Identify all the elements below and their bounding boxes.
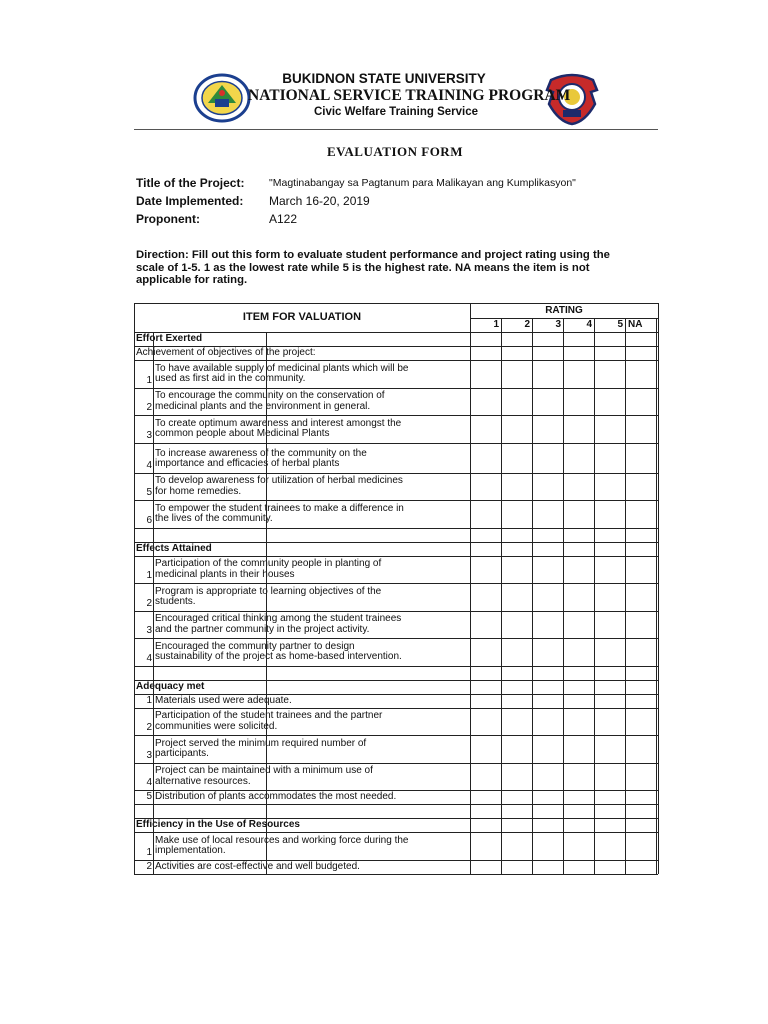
rating-cell-5[interactable] <box>595 791 624 803</box>
item-text: Project served the minimum required number of <box>155 737 367 749</box>
item-text: medicinal plants in their houses <box>155 568 295 580</box>
table-rule <box>656 318 657 874</box>
rating-cell-4[interactable] <box>564 764 593 790</box>
table-rule <box>658 303 659 874</box>
rating-cell-1[interactable] <box>471 736 500 762</box>
rating-cell-2[interactable] <box>502 584 531 610</box>
rating-cell-3[interactable] <box>533 557 562 583</box>
project-title-label: Title of the Project: <box>136 176 245 190</box>
item-text: common people about Medicinal Plants <box>155 428 330 439</box>
rating-cell-3[interactable] <box>533 736 562 762</box>
rating-cell-2[interactable] <box>502 736 531 762</box>
rating-cell-1[interactable] <box>471 389 500 415</box>
item-text: importance and efficacies of herbal plants <box>155 458 340 469</box>
rating-cell-1[interactable] <box>471 764 500 790</box>
table-rule <box>134 528 658 529</box>
rating-cell-4[interactable] <box>564 861 593 873</box>
rating-cell-3[interactable] <box>533 695 562 707</box>
rating-cell-5[interactable] <box>595 361 624 387</box>
rating-cell-1[interactable] <box>471 416 500 442</box>
item-text: Activities are cost-effective and well budgeted. <box>155 860 360 872</box>
rating-cell-2[interactable] <box>502 764 531 790</box>
rating-cell-5[interactable] <box>595 736 624 762</box>
rating-cell-4[interactable] <box>564 474 593 500</box>
item-number: 5 <box>146 791 152 802</box>
item-number: 5 <box>146 487 152 498</box>
item-text: Project can be maintained with a minimum use of <box>155 765 373 776</box>
item-number: 2 <box>146 722 152 733</box>
rating-cell-5[interactable] <box>595 861 624 873</box>
table-rule <box>501 318 502 874</box>
rating-column-header: 3 <box>555 319 561 330</box>
rating-cell-3[interactable] <box>533 612 562 638</box>
program-name: NATIONAL SERVICE TRAINING PROGRAM <box>248 87 571 104</box>
rating-cell-na[interactable] <box>626 444 655 472</box>
table-rule <box>563 318 564 874</box>
rating-cell-2[interactable] <box>502 833 531 859</box>
rating-column-header: 5 <box>617 319 623 330</box>
rating-cell-1[interactable] <box>471 639 500 665</box>
rating-cell-2[interactable] <box>502 416 531 442</box>
rating-cell-2[interactable] <box>502 444 531 472</box>
item-number: 1 <box>146 570 152 581</box>
rating-cell-1[interactable] <box>471 791 500 803</box>
evaluation-table <box>134 303 658 874</box>
rating-cell-1[interactable] <box>471 861 500 873</box>
item-text: used as first aid in the community. <box>155 373 306 384</box>
rating-cell-na[interactable] <box>626 557 655 583</box>
table-rule <box>134 303 135 874</box>
item-text: for home remedies. <box>155 485 242 497</box>
rating-column-header: 4 <box>586 319 592 330</box>
rating-cell-na[interactable] <box>626 791 655 803</box>
rating-cell-5[interactable] <box>595 444 624 472</box>
item-number: 6 <box>146 514 152 526</box>
table-rule <box>134 303 658 304</box>
rating-cell-2[interactable] <box>502 557 531 583</box>
item-text: Participation of the community people in planting of <box>155 558 382 569</box>
item-text: implementation. <box>155 845 226 856</box>
rating-cell-5[interactable] <box>595 557 624 583</box>
rating-cell-4[interactable] <box>564 501 593 527</box>
date-label: Date Implemented: <box>136 194 244 208</box>
item-number: 4 <box>146 652 152 664</box>
item-text: Make use of local resources and working force during the <box>155 834 409 846</box>
direction-line: scale of 1-5. 1 as the lowest rate while 5 is the highest rate. NA means the item is not <box>136 261 590 274</box>
direction-line: applicable for rating. <box>136 274 248 286</box>
component-name: Civic Welfare Training Service <box>313 106 479 118</box>
rating-cell-5[interactable] <box>595 474 624 500</box>
date-value: March 16-20, 2019 <box>269 194 370 208</box>
item-text: To encourage the community on the conservation of <box>155 390 385 401</box>
rating-cell-5[interactable] <box>595 833 624 859</box>
item-number: 1 <box>146 374 152 386</box>
table-rule <box>625 318 626 874</box>
rating-cell-4[interactable] <box>564 639 593 665</box>
header-divider <box>134 129 658 130</box>
rating-cell-1[interactable] <box>471 501 500 527</box>
rating-cell-3[interactable] <box>533 791 562 803</box>
section-subtitle: Achievement of objectives of the project: <box>136 347 316 358</box>
proponent-label: Proponent: <box>136 212 200 226</box>
table-rule <box>153 332 154 874</box>
item-number: 1 <box>146 846 152 858</box>
rating-cell-4[interactable] <box>564 557 593 583</box>
item-number: 3 <box>146 429 152 441</box>
rating-cell-4[interactable] <box>564 389 593 415</box>
rating-cell-2[interactable] <box>502 639 531 665</box>
rating-column-header: 2 <box>524 319 530 330</box>
rating-cell-5[interactable] <box>595 639 624 665</box>
item-text: Materials used were adequate. <box>155 694 292 706</box>
table-rule <box>134 542 658 543</box>
rating-cell-3[interactable] <box>533 361 562 387</box>
rating-cell-2[interactable] <box>502 791 531 803</box>
rating-cell-4[interactable] <box>564 612 593 638</box>
rating-cell-1[interactable] <box>471 612 500 638</box>
table-rule <box>134 874 658 875</box>
rating-cell-na[interactable] <box>626 695 655 707</box>
rating-cell-1[interactable] <box>471 557 500 583</box>
rating-cell-4[interactable] <box>564 709 593 735</box>
item-number: 4 <box>146 459 152 471</box>
rating-cell-2[interactable] <box>502 695 531 707</box>
rating-cell-3[interactable] <box>533 389 562 415</box>
rating-cell-3[interactable] <box>533 416 562 442</box>
rating-column-header: 1 <box>493 319 499 330</box>
rating-cell-5[interactable] <box>595 584 624 610</box>
item-text: To have available supply of medicinal plants which will be <box>155 362 409 374</box>
table-rule <box>134 680 658 681</box>
rating-cell-na[interactable] <box>626 639 655 665</box>
rating-cell-1[interactable] <box>471 474 500 500</box>
rating-cell-na[interactable] <box>626 612 655 638</box>
rating-cell-na[interactable] <box>626 764 655 790</box>
table-rule <box>134 804 658 805</box>
item-text: sustainability of the project as home-based intervention. <box>155 651 402 662</box>
rating-cell-na[interactable] <box>626 501 655 527</box>
rating-cell-1[interactable] <box>471 709 500 735</box>
rating-cell-3[interactable] <box>533 444 562 472</box>
rating-cell-2[interactable] <box>502 474 531 500</box>
rating-cell-5[interactable] <box>595 501 624 527</box>
rating-cell-1[interactable] <box>471 361 500 387</box>
rating-cell-3[interactable] <box>533 764 562 790</box>
item-text: To increase awareness of the community on the <box>155 447 367 459</box>
rating-cell-2[interactable] <box>502 861 531 873</box>
rating-cell-5[interactable] <box>595 709 624 735</box>
item-number: 4 <box>146 777 152 788</box>
rating-cell-2[interactable] <box>502 612 531 638</box>
rating-cell-3[interactable] <box>533 833 562 859</box>
section-title: Effects Attained <box>136 542 212 554</box>
rating-cell-3[interactable] <box>533 474 562 500</box>
rating-cell-4[interactable] <box>564 584 593 610</box>
rating-cell-3[interactable] <box>533 709 562 735</box>
university-name: BUKIDNON STATE UNIVERSITY <box>282 71 486 86</box>
rating-cell-5[interactable] <box>595 695 624 707</box>
table-rule <box>532 318 533 874</box>
item-number: 2 <box>146 402 152 413</box>
table-rule <box>470 303 471 874</box>
item-number: 3 <box>146 749 152 761</box>
rating-cell-na[interactable] <box>626 361 655 387</box>
table-rule <box>266 332 267 874</box>
item-text: alternative resources. <box>155 775 251 787</box>
project-title-value: "Magtinabangay sa Pagtanum para Malikayan ang Kumplikasyon" <box>269 177 576 189</box>
form-title: EVALUATION FORM <box>327 144 463 159</box>
section-title: Efficiency in the Use of Resources <box>136 819 300 830</box>
rating-cell-na[interactable] <box>626 736 655 762</box>
item-text: Encouraged the community partner to design <box>155 640 355 652</box>
rating-cell-3[interactable] <box>533 501 562 527</box>
item-text: and the partner community in the project activity. <box>155 623 370 635</box>
direction-line: Direction: Fill out this form to evaluate student performance and project rating using the <box>136 249 610 261</box>
item-number: 3 <box>146 625 152 636</box>
rating-cell-na[interactable] <box>626 584 655 610</box>
rating-cell-5[interactable] <box>595 764 624 790</box>
item-text: To create optimum awareness and interest amongst the <box>155 417 402 429</box>
item-text: the lives of the community. <box>155 513 273 524</box>
item-number: 2 <box>146 860 152 872</box>
rating-cell-1[interactable] <box>471 584 500 610</box>
rating-cell-2[interactable] <box>502 361 531 387</box>
rating-cell-5[interactable] <box>595 389 624 415</box>
rating-cell-na[interactable] <box>626 474 655 500</box>
item-number: 2 <box>146 597 152 609</box>
rating-cell-2[interactable] <box>502 389 531 415</box>
rating-cell-na[interactable] <box>626 389 655 415</box>
item-text: Distribution of plants accommodates the most needed. <box>155 791 397 802</box>
rating-cell-3[interactable] <box>533 639 562 665</box>
rating-cell-2[interactable] <box>502 709 531 735</box>
rating-cell-1[interactable] <box>471 695 500 707</box>
section-title: Adequacy met <box>136 680 205 692</box>
item-header: ITEM FOR VALUATION <box>242 311 362 323</box>
rating-header: RATING <box>545 305 583 316</box>
rating-cell-2[interactable] <box>502 501 531 527</box>
rating-cell-5[interactable] <box>595 612 624 638</box>
direction-text <box>136 249 658 287</box>
rating-cell-3[interactable] <box>533 861 562 873</box>
table-rule <box>594 318 595 874</box>
rating-cell-1[interactable] <box>471 444 500 472</box>
rating-cell-4[interactable] <box>564 833 593 859</box>
item-text: Encouraged critical thinking among the student trainees <box>155 613 402 624</box>
section-title: Effort Exerted <box>136 333 203 344</box>
item-text: Participation of the student trainees and the partner <box>155 710 383 721</box>
rating-cell-4[interactable] <box>564 361 593 387</box>
item-text: participants. <box>155 748 209 759</box>
proponent-value: A122 <box>269 212 298 226</box>
rating-cell-na[interactable] <box>626 833 655 859</box>
table-rule <box>134 666 658 667</box>
item-text: To develop awareness for utilization of herbal medicines <box>155 475 403 486</box>
rating-cell-4[interactable] <box>564 695 593 707</box>
rating-cell-1[interactable] <box>471 833 500 859</box>
rating-column-header: NA <box>628 319 643 330</box>
rating-cell-4[interactable] <box>564 416 593 442</box>
item-text: To empower the student trainees to make a difference in <box>155 502 404 514</box>
rating-cell-5[interactable] <box>595 416 624 442</box>
rating-cell-4[interactable] <box>564 444 593 472</box>
item-text: students. <box>155 596 196 607</box>
rating-cell-na[interactable] <box>626 416 655 442</box>
rating-cell-na[interactable] <box>626 861 655 873</box>
rating-cell-4[interactable] <box>564 791 593 803</box>
item-number: 1 <box>146 694 152 706</box>
rating-cell-3[interactable] <box>533 584 562 610</box>
rating-cell-na[interactable] <box>626 709 655 735</box>
item-text: medicinal plants and the environment in general. <box>155 400 371 412</box>
table-rule <box>134 332 658 333</box>
item-text: communities were solicited. <box>155 720 278 732</box>
item-text: Program is appropriate to learning objectives of the <box>155 585 382 597</box>
rating-cell-4[interactable] <box>564 736 593 762</box>
